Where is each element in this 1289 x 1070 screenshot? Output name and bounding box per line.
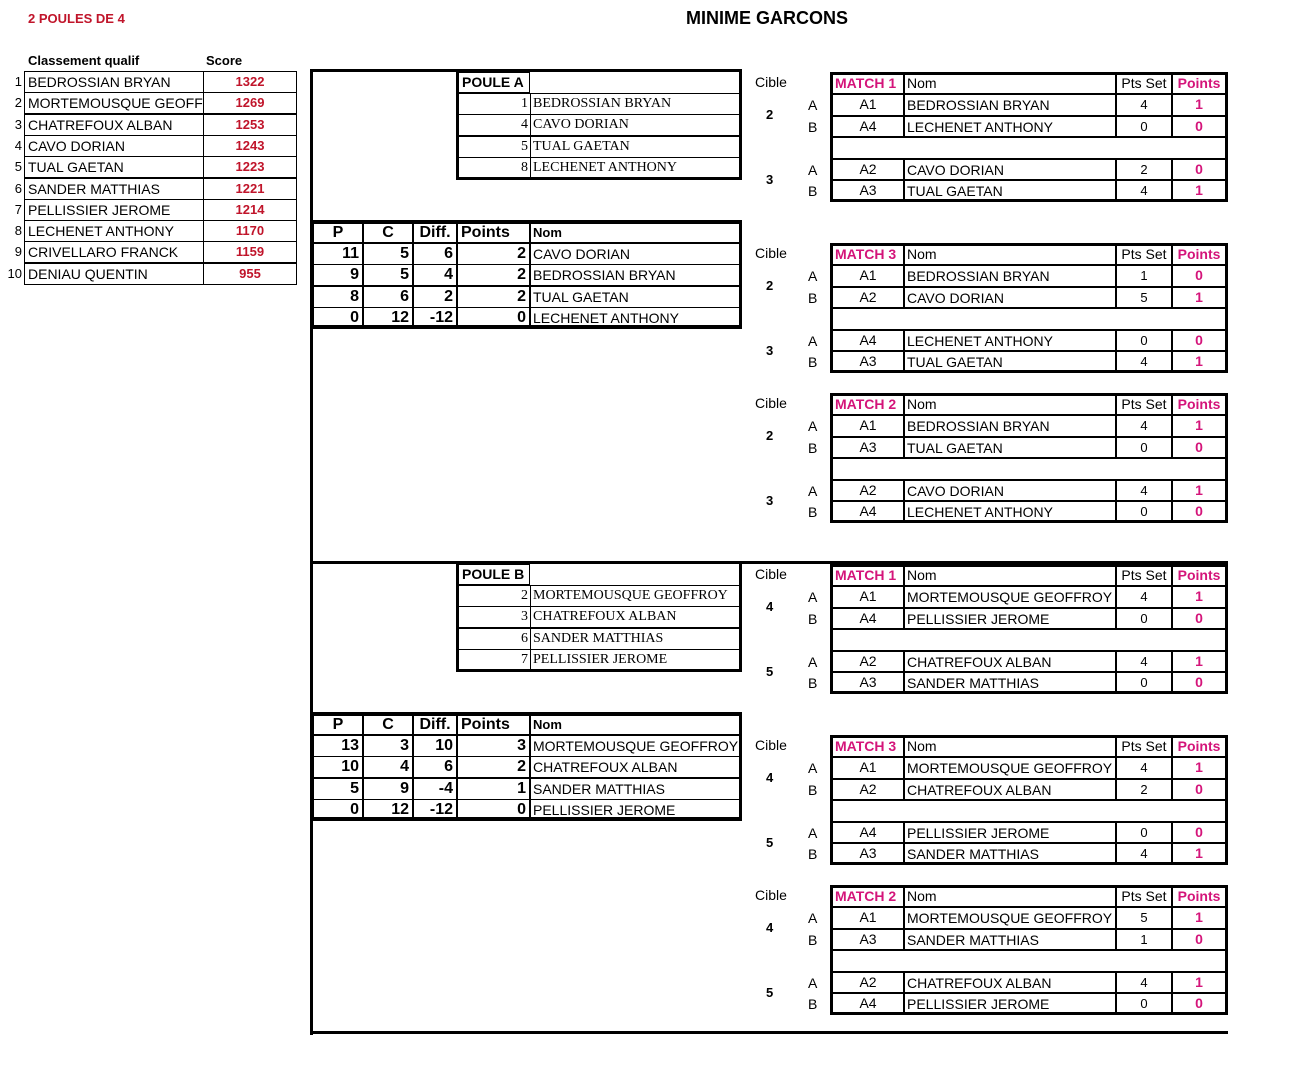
pool-member-seed: 7 — [456, 649, 531, 671]
match-player-name: TUAL GAETAN — [904, 180, 1116, 202]
pools-label: 2 POULES DE 4 — [28, 11, 125, 26]
match-set-score: 0 — [1116, 330, 1172, 352]
match-header-points: Points — [1172, 888, 1225, 907]
match-header-nom: Nom — [904, 246, 1116, 265]
match-side: B — [808, 504, 818, 520]
match-side: A — [808, 418, 818, 434]
match-header-pts-set: Pts Set — [1116, 567, 1172, 586]
match-header-pts-set: Pts Set — [1116, 888, 1172, 907]
match-set-score: 5 — [1116, 287, 1172, 309]
standings-name: BEDROSSIAN BRYAN — [530, 264, 742, 286]
match-code: A2 — [833, 779, 904, 801]
qualification-score: 1269 — [203, 92, 297, 114]
standings-name: LECHENET ANTHONY — [530, 307, 742, 329]
match-points: 1 — [1172, 94, 1225, 116]
standings-points: 2 — [457, 264, 530, 286]
standings-points: 3 — [457, 735, 530, 757]
match-set-score: 4 — [1116, 586, 1172, 608]
match-set-score: 1 — [1116, 929, 1172, 951]
match-set-score: 4 — [1116, 94, 1172, 116]
match-code: A1 — [833, 415, 904, 437]
qualification-score: 1214 — [203, 199, 297, 221]
match-set-score: 0 — [1116, 672, 1172, 694]
match-side: B — [808, 183, 818, 199]
pool-member-seed: 6 — [456, 628, 531, 650]
match-code: A3 — [833, 929, 904, 951]
standings-diff: 2 — [413, 286, 457, 308]
match-code: A1 — [833, 907, 904, 929]
pool-member-name: BEDROSSIAN BRYAN — [530, 93, 742, 115]
match-player-name: SANDER MATTHIAS — [904, 843, 1116, 865]
standings-header-p: P — [313, 223, 363, 243]
qualification-score: 1223 — [203, 156, 297, 178]
cible-number: 4 — [766, 920, 774, 935]
standings-c: 12 — [363, 799, 413, 821]
qualification-score: 1159 — [203, 241, 297, 263]
match-points: 1 — [1172, 843, 1225, 865]
standings-header-diff: Diff. — [413, 715, 457, 735]
qualification-rank: 8 — [14, 223, 22, 239]
standings-p: 0 — [313, 307, 363, 329]
match-set-score: 0 — [1116, 822, 1172, 844]
match-header-nom: Nom — [904, 738, 1116, 757]
page-title: MINIME GARCONS — [686, 8, 848, 28]
match-points: 0 — [1172, 929, 1225, 951]
match-player-name: LECHENET ANTHONY — [904, 501, 1116, 523]
pool-member-name: SANDER MATTHIAS — [530, 628, 742, 650]
match-code: A4 — [833, 330, 904, 352]
match-code: A2 — [833, 972, 904, 994]
match-code: A3 — [833, 351, 904, 373]
match-player-name: MORTEMOUSQUE GEOFFROY — [904, 907, 1116, 929]
standings-c: 4 — [363, 756, 413, 778]
cible-label: Cible — [755, 887, 787, 903]
standings-c: 12 — [363, 307, 413, 329]
qualification-score: 1170 — [203, 220, 297, 242]
match-header-points: Points — [1172, 246, 1225, 265]
standings-p: 8 — [313, 286, 363, 308]
match-code: A2 — [833, 159, 904, 181]
match-side: A — [808, 97, 818, 113]
cible-number: 5 — [766, 984, 774, 1000]
match-side: B — [808, 781, 818, 798]
match-player-name: MORTEMOUSQUE GEOFFROY — [904, 586, 1116, 608]
qualification-rank: 6 — [14, 180, 22, 196]
match-player-name: PELLISSIER JEROME — [904, 993, 1116, 1015]
match-set-score: 0 — [1116, 437, 1172, 459]
cible-number: 2 — [766, 278, 774, 293]
cible-label: Cible — [755, 566, 787, 582]
match-points: 0 — [1172, 672, 1225, 694]
match-points: 0 — [1172, 822, 1225, 844]
pool-member-name: CAVO DORIAN — [530, 114, 742, 136]
qualification-name: CAVO DORIAN — [24, 135, 204, 157]
match-points: 1 — [1172, 651, 1225, 673]
qualification-name: PELLISSIER JEROME — [24, 199, 204, 221]
match-code: A1 — [833, 265, 904, 287]
match-code: A1 — [833, 94, 904, 116]
standings-c: 3 — [363, 735, 413, 757]
match-points: 1 — [1172, 757, 1225, 779]
match-side: B — [808, 289, 818, 306]
standings-c: 9 — [363, 778, 413, 800]
cible-number: 3 — [766, 492, 774, 508]
standings-name: CAVO DORIAN — [530, 243, 742, 265]
standings-points: 0 — [457, 307, 530, 329]
qualification-rank: 1 — [14, 74, 22, 89]
pool-name: POULE B — [456, 564, 530, 585]
match-code: A3 — [833, 437, 904, 459]
pool-member-name: MORTEMOUSQUE GEOFFROY — [530, 585, 742, 607]
match-side: A — [808, 974, 818, 991]
match-side: B — [808, 118, 818, 135]
standings-c: 5 — [363, 264, 413, 286]
pool-member-name: LECHENET ANTHONY — [530, 157, 742, 179]
match-set-score: 4 — [1116, 351, 1172, 373]
match-code: A3 — [833, 180, 904, 202]
standings-header-c: C — [363, 223, 413, 243]
qualification-rank: 3 — [14, 116, 22, 132]
qualification-name: MORTEMOUSQUE GEOFF — [24, 92, 204, 114]
standings-name: TUAL GAETAN — [530, 286, 742, 308]
cible-number: 5 — [766, 834, 774, 850]
match-player-name: CAVO DORIAN — [904, 480, 1116, 502]
match-points: 0 — [1172, 501, 1225, 523]
match-player-name: BEDROSSIAN BRYAN — [904, 265, 1116, 287]
standings-p: 9 — [313, 264, 363, 286]
match-spacer-row — [833, 950, 1225, 972]
cible-label: Cible — [755, 245, 787, 261]
match-points: 1 — [1172, 480, 1225, 502]
match-header-pts-set: Pts Set — [1116, 246, 1172, 265]
match-title: MATCH 3 — [833, 246, 904, 265]
match-side: B — [808, 846, 818, 862]
qualification-name: DENIAU QUENTIN — [24, 263, 204, 285]
match-set-score: 4 — [1116, 757, 1172, 779]
qualification-name: BEDROSSIAN BRYAN — [24, 71, 204, 93]
match-points: 1 — [1172, 287, 1225, 309]
pool-member-seed: 8 — [456, 157, 531, 179]
cible-label: Cible — [755, 395, 787, 411]
match-side: A — [808, 760, 818, 776]
match-code: A4 — [833, 822, 904, 844]
qualification-rank: 4 — [14, 137, 22, 153]
cible-number: 4 — [766, 599, 774, 614]
qualification-score: 955 — [203, 263, 297, 285]
match-spacer-row — [833, 800, 1225, 822]
match-header-nom: Nom — [904, 888, 1116, 907]
frame-left-border — [310, 69, 313, 1035]
match-player-name: CAVO DORIAN — [904, 159, 1116, 181]
qualification-rank: 10 — [7, 265, 22, 281]
qualification-rank: 2 — [14, 95, 22, 111]
standings-header-points: Points — [457, 223, 530, 243]
standings-p: 10 — [313, 756, 363, 778]
match-title: MATCH 2 — [833, 888, 904, 907]
standings-name: CHATREFOUX ALBAN — [530, 756, 742, 778]
cible-label: Cible — [755, 74, 787, 90]
match-points: 0 — [1172, 779, 1225, 801]
match-player-name: CHATREFOUX ALBAN — [904, 651, 1116, 673]
match-title: MATCH 1 — [833, 567, 904, 586]
match-points: 0 — [1172, 265, 1225, 287]
score-header: Score — [206, 53, 243, 68]
match-set-score: 4 — [1116, 480, 1172, 502]
standings-p: 0 — [313, 799, 363, 821]
match-player-name: SANDER MATTHIAS — [904, 929, 1116, 951]
match-points: 1 — [1172, 180, 1225, 202]
match-player-name: TUAL GAETAN — [904, 351, 1116, 373]
standings-header-c: C — [363, 715, 413, 735]
match-side: B — [808, 439, 818, 456]
pool-member-seed: 5 — [456, 136, 531, 158]
match-header-pts-set: Pts Set — [1116, 396, 1172, 415]
match-header-points: Points — [1172, 396, 1225, 415]
match-player-name: BEDROSSIAN BRYAN — [904, 94, 1116, 116]
standings-points: 2 — [457, 286, 530, 308]
qualification-rank: 7 — [14, 201, 22, 217]
match-set-score: 4 — [1116, 972, 1172, 994]
cible-number: 3 — [766, 342, 774, 358]
standings-points: 0 — [457, 799, 530, 821]
standings-diff: 6 — [413, 756, 457, 778]
match-set-score: 0 — [1116, 501, 1172, 523]
pool-name: POULE A — [456, 72, 530, 93]
match-set-score: 4 — [1116, 651, 1172, 673]
match-code: A1 — [833, 757, 904, 779]
qualification-name: TUAL GAETAN — [24, 156, 204, 178]
standings-p: 11 — [313, 243, 363, 265]
standings-header-points: Points — [457, 715, 530, 735]
match-player-name: CHATREFOUX ALBAN — [904, 972, 1116, 994]
match-set-score: 2 — [1116, 159, 1172, 181]
qualification-rank: 5 — [14, 159, 22, 175]
match-code: A2 — [833, 287, 904, 309]
match-set-score: 4 — [1116, 180, 1172, 202]
match-header-pts-set: Pts Set — [1116, 75, 1172, 94]
match-title: MATCH 2 — [833, 396, 904, 415]
match-side: B — [808, 675, 818, 691]
match-side: A — [808, 332, 818, 349]
qualification-score: 1243 — [203, 135, 297, 157]
match-points: 0 — [1172, 437, 1225, 459]
match-player-name: CHATREFOUX ALBAN — [904, 779, 1116, 801]
match-side: B — [808, 996, 818, 1012]
match-code: A4 — [833, 116, 904, 138]
standings-c: 5 — [363, 243, 413, 265]
match-spacer-row — [833, 458, 1225, 480]
match-set-score: 4 — [1116, 415, 1172, 437]
cible-label: Cible — [755, 737, 787, 753]
match-set-score: 0 — [1116, 608, 1172, 630]
match-player-name: SANDER MATTHIAS — [904, 672, 1116, 694]
qualification-rank: 9 — [14, 244, 22, 260]
pool-member-seed: 1 — [456, 93, 531, 115]
match-set-score: 5 — [1116, 907, 1172, 929]
qualification-score: 1253 — [203, 114, 297, 136]
match-player-name: PELLISSIER JEROME — [904, 822, 1116, 844]
standings-c: 6 — [363, 286, 413, 308]
pool-member-seed: 4 — [456, 114, 531, 136]
standings-p: 13 — [313, 735, 363, 757]
match-side: A — [808, 589, 818, 605]
standings-diff: 4 — [413, 264, 457, 286]
pool-member-name: PELLISSIER JEROME — [530, 649, 742, 671]
standings-name: SANDER MATTHIAS — [530, 778, 742, 800]
qualification-name: CHATREFOUX ALBAN — [24, 114, 204, 136]
match-set-score: 2 — [1116, 779, 1172, 801]
match-set-score: 4 — [1116, 843, 1172, 865]
match-points: 0 — [1172, 330, 1225, 352]
match-player-name: TUAL GAETAN — [904, 437, 1116, 459]
standings-diff: 6 — [413, 243, 457, 265]
match-header-nom: Nom — [904, 396, 1116, 415]
standings-points: 2 — [457, 243, 530, 265]
qualification-name: SANDER MATTHIAS — [24, 178, 204, 200]
match-points: 0 — [1172, 116, 1225, 138]
pool-member-seed: 3 — [456, 606, 531, 628]
qualification-name: LECHENET ANTHONY — [24, 220, 204, 242]
standings-header-diff: Diff. — [413, 223, 457, 243]
match-code: A4 — [833, 608, 904, 630]
match-side: A — [808, 268, 818, 284]
match-side: A — [808, 482, 818, 499]
cible-number: 5 — [766, 663, 774, 679]
match-points: 1 — [1172, 415, 1225, 437]
match-spacer-row — [833, 308, 1225, 330]
match-code: A3 — [833, 672, 904, 694]
match-set-score: 0 — [1116, 116, 1172, 138]
match-player-name: BEDROSSIAN BRYAN — [904, 415, 1116, 437]
qualification-score: 1221 — [203, 178, 297, 200]
match-code: A4 — [833, 501, 904, 523]
match-player-name: PELLISSIER JEROME — [904, 608, 1116, 630]
match-points: 0 — [1172, 993, 1225, 1015]
standings-header-nom: Nom — [530, 715, 742, 735]
match-code: A2 — [833, 651, 904, 673]
standings-header-p: P — [313, 715, 363, 735]
match-points: 1 — [1172, 907, 1225, 929]
qualification-header: Classement qualif — [28, 53, 140, 68]
match-side: B — [808, 354, 818, 370]
match-spacer-row — [833, 137, 1225, 159]
match-side: A — [808, 824, 818, 841]
cible-number: 2 — [766, 428, 774, 443]
standings-p: 5 — [313, 778, 363, 800]
match-header-nom: Nom — [904, 75, 1116, 94]
standings-name: PELLISSIER JEROME — [530, 799, 742, 821]
standings-header-nom: Nom — [530, 223, 742, 243]
cible-number: 2 — [766, 107, 774, 122]
match-header-points: Points — [1172, 75, 1225, 94]
match-code: A2 — [833, 480, 904, 502]
match-side: B — [808, 931, 818, 948]
match-side: A — [808, 910, 818, 926]
match-player-name: MORTEMOUSQUE GEOFFROY — [904, 757, 1116, 779]
qualification-name: CRIVELLARO FRANCK — [24, 241, 204, 263]
standings-name: MORTEMOUSQUE GEOFFROY — [530, 735, 742, 757]
standings-diff: -12 — [413, 307, 457, 329]
pool-member-name: TUAL GAETAN — [530, 136, 742, 158]
standings-diff: -12 — [413, 799, 457, 821]
standings-diff: 10 — [413, 735, 457, 757]
match-points: 0 — [1172, 608, 1225, 630]
pool-member-name: CHATREFOUX ALBAN — [530, 606, 742, 628]
match-side: A — [808, 653, 818, 670]
match-points: 1 — [1172, 351, 1225, 373]
match-header-points: Points — [1172, 567, 1225, 586]
match-points: 1 — [1172, 972, 1225, 994]
cible-number: 3 — [766, 171, 774, 187]
match-player-name: LECHENET ANTHONY — [904, 116, 1116, 138]
match-set-score: 0 — [1116, 993, 1172, 1015]
standings-diff: -4 — [413, 778, 457, 800]
match-header-pts-set: Pts Set — [1116, 738, 1172, 757]
match-side: A — [808, 161, 818, 178]
qualification-score: 1322 — [203, 71, 297, 93]
match-points: 1 — [1172, 586, 1225, 608]
standings-points: 1 — [457, 778, 530, 800]
match-title: MATCH 1 — [833, 75, 904, 94]
match-player-name: CAVO DORIAN — [904, 287, 1116, 309]
match-header-nom: Nom — [904, 567, 1116, 586]
match-header-points: Points — [1172, 738, 1225, 757]
frame-bottom-border — [310, 1031, 1228, 1034]
match-code: A3 — [833, 843, 904, 865]
match-side: B — [808, 610, 818, 627]
cible-number: 4 — [766, 770, 774, 785]
pool-member-seed: 2 — [456, 585, 531, 607]
match-spacer-row — [833, 629, 1225, 651]
match-points: 0 — [1172, 159, 1225, 181]
standings-points: 2 — [457, 756, 530, 778]
match-title: MATCH 3 — [833, 738, 904, 757]
match-set-score: 1 — [1116, 265, 1172, 287]
match-code: A4 — [833, 993, 904, 1015]
match-player-name: LECHENET ANTHONY — [904, 330, 1116, 352]
match-code: A1 — [833, 586, 904, 608]
